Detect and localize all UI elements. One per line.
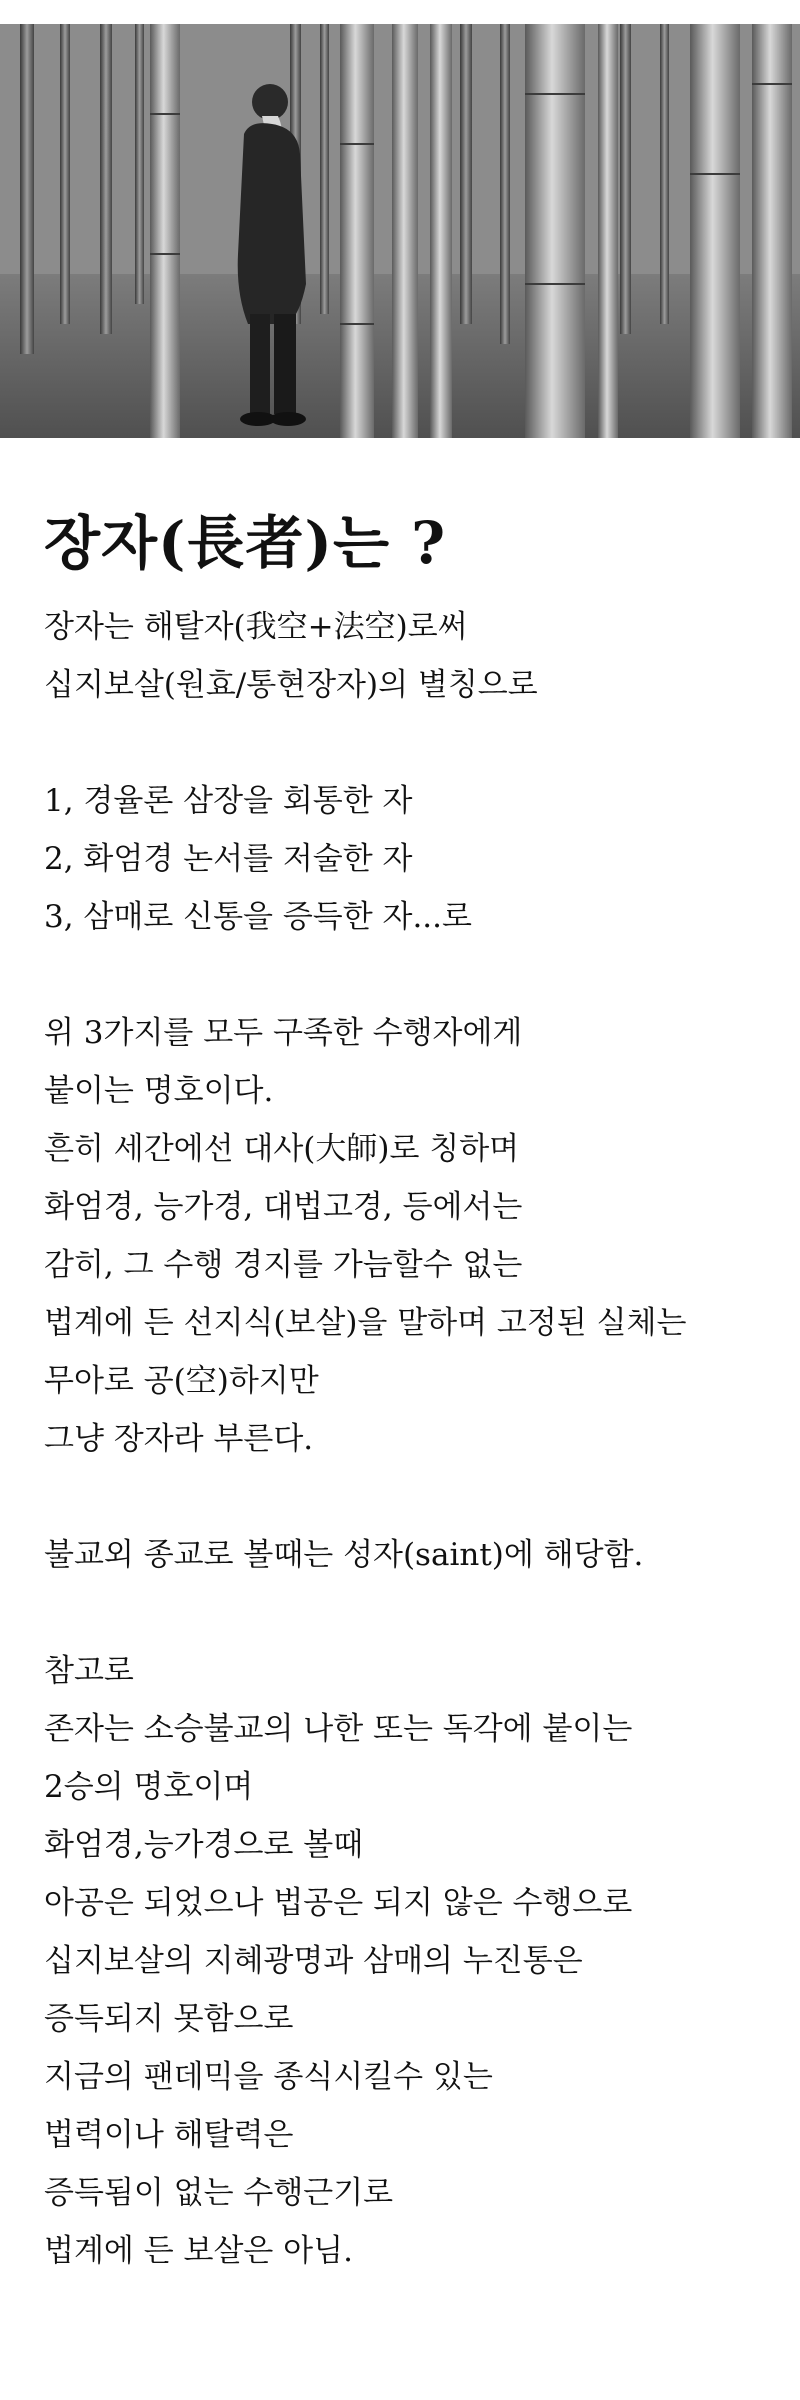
text-line: 위 3가지를 모두 구족한 수행자에게 (44, 1015, 523, 1051)
text-line: 증득됨이 없는 수행근기로 (44, 2175, 394, 2211)
text-line: 아공은 되었으나 법공은 되지 않은 수행으로 (44, 1885, 633, 1921)
text-line: 존자는 소승불교의 나한 또는 독각에 붙이는 (44, 1711, 633, 1747)
page-title: 장자(長者)는 ? (44, 509, 447, 577)
text-line: 2승의 명호이며 (44, 1769, 254, 1805)
text-line: 증득되지 못함으로 (44, 2001, 294, 2037)
hero-photo (0, 24, 800, 438)
text-line: 화엄경, 능가경, 대법고경, 등에서는 (44, 1189, 523, 1225)
text-line: 십지보살(원효/통현장자)의 별칭으로 (44, 667, 538, 703)
text-line: 1, 경율론 삼장을 회통한 자 (44, 783, 413, 819)
text-line: 참고로 (44, 1653, 134, 1689)
text-line (44, 1468, 784, 1526)
text-line: 불교외 종교로 볼때는 성자(saint)에 해당함. (44, 1537, 644, 1573)
text-line: 3, 삼매로 신통을 증득한 자...로 (44, 899, 472, 935)
text-line (44, 714, 784, 772)
text-line: 법력이나 해탈력은 (44, 2117, 294, 2153)
text-line: 십지보살의 지혜광명과 삼매의 누진통은 (44, 1943, 583, 1979)
text-line (44, 1584, 784, 1642)
text-line (44, 946, 784, 1004)
text-line: 흔히 세간에선 대사(大師)로 칭하며 (44, 1131, 520, 1167)
text-line: 장자는 해탈자(我空+法空)로써 (44, 609, 468, 645)
bamboo-forest-monk-photo (0, 24, 800, 438)
text-line: 그냥 장자라 부른다. (44, 1421, 314, 1457)
text-line: 화엄경,능가경으로 볼때 (44, 1827, 364, 1863)
text-line: 지금의 팬데믹을 종식시킬수 있는 (44, 2059, 493, 2095)
text-line: 2, 화엄경 논서를 저술한 자 (44, 841, 413, 877)
text-line: 붙이는 명호이다. (44, 1073, 274, 1109)
text-line: 감히, 그 수행 경지를 가늠할수 없는 (44, 1247, 523, 1283)
text-line: 무아로 공(空)하지만 (44, 1363, 319, 1399)
body-text (44, 598, 784, 2280)
text-line: 법계에 든 보살은 아님. (44, 2233, 353, 2269)
text-line: 법계에 든 선지식(보살)을 말하며 고정된 실체는 (44, 1305, 687, 1341)
